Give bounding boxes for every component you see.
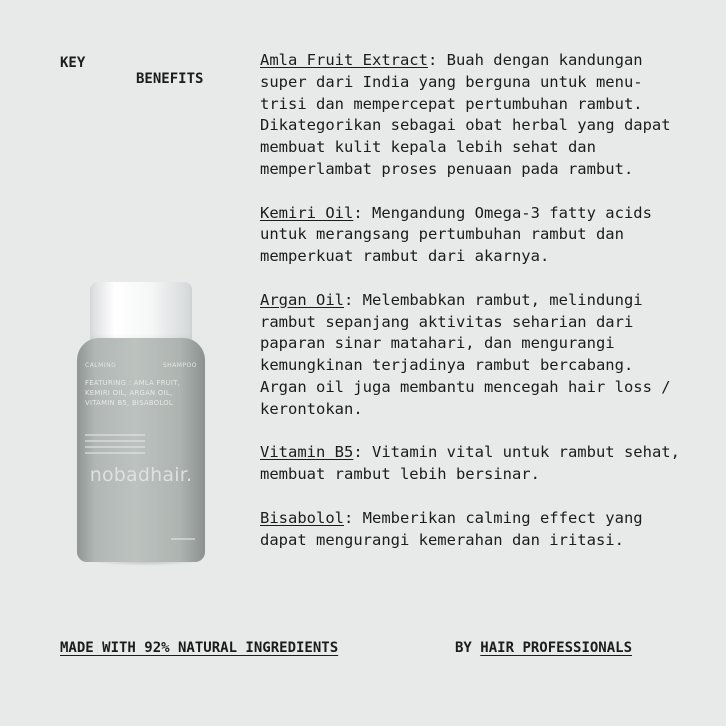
- benefit-name: Argan Oil: [260, 290, 344, 309]
- benefit-description: : Mengandung Omega-3 fatty acids untuk merangsang pertumbuhan rambut dan memperkuat rambut dari akarnya.: [260, 203, 652, 266]
- benefit-bisabolol: [260, 508, 680, 552]
- benefit-amla: [260, 50, 680, 181]
- bottle-label-row: [85, 362, 197, 369]
- brand-logo: nobadhair.: [89, 464, 193, 486]
- bottle-label-calming: CALMING: [85, 362, 117, 369]
- footer-highlight: HAIR PROFESSIONALS: [480, 640, 633, 656]
- footer-natural-ingredients: MADE WITH 92% NATURAL INGREDIENTS: [60, 640, 339, 656]
- footer-hair-professionals: [455, 640, 632, 656]
- benefit-description: : Memberikan calming effect yang dapat mengurangi kemerahan dan iritasi.: [260, 508, 643, 549]
- benefit-vitamin-b5: [260, 442, 680, 486]
- benefit-name: Bisabolol: [260, 508, 344, 527]
- heading-benefits: BENEFITS: [136, 71, 204, 87]
- benefit-description: : Buah dengan kandungan super dari India yang berguna untuk menu-trisi dan mempercepat pertumbuhan rambut. Dikategorikan sebagai obat herbal yang dapat membuat kulit kepala lebih sehat dan memperlambat proses penuaan pada rambut.: [260, 51, 671, 178]
- footer-prefix: BY: [455, 640, 481, 656]
- benefit-description: : Vitamin vital untuk rambut sehat, membuat rambut lebih bersinar.: [260, 443, 680, 484]
- benefit-name: Vitamin B5: [260, 443, 354, 462]
- heading-key: KEY: [60, 55, 86, 71]
- benefit-argan: [260, 290, 680, 421]
- benefit-kemiri: [260, 203, 680, 268]
- shampoo-bottle-image: [77, 282, 205, 562]
- benefit-name: Amla Fruit Extract: [260, 51, 428, 69]
- bottle-cap: [90, 282, 192, 342]
- benefit-name: Kemiri Oil: [260, 203, 354, 222]
- bottle-volume-mark: [171, 538, 195, 540]
- bottle-fine-print: [85, 434, 145, 458]
- bottle-featuring-text: FEATURING : AMLA FRUIT, KEMIRI OIL, ARGAN OIL, VITAMIN B5, BISABOLOL: [85, 379, 181, 407]
- benefit-description: : Melembabkan rambut, melindungi rambut sepanjang aktivitas seharian dari paparan sinar matahari, dan mengurangi kemungkinan terjadinya rambut bercabang. Argan oil juga membantu mencegah hair loss / kerontokan.: [260, 290, 671, 418]
- benefits-list: [260, 50, 680, 573]
- bottle-label-shampoo: SHAMPOO: [162, 362, 197, 369]
- bottle-body: [77, 338, 205, 562]
